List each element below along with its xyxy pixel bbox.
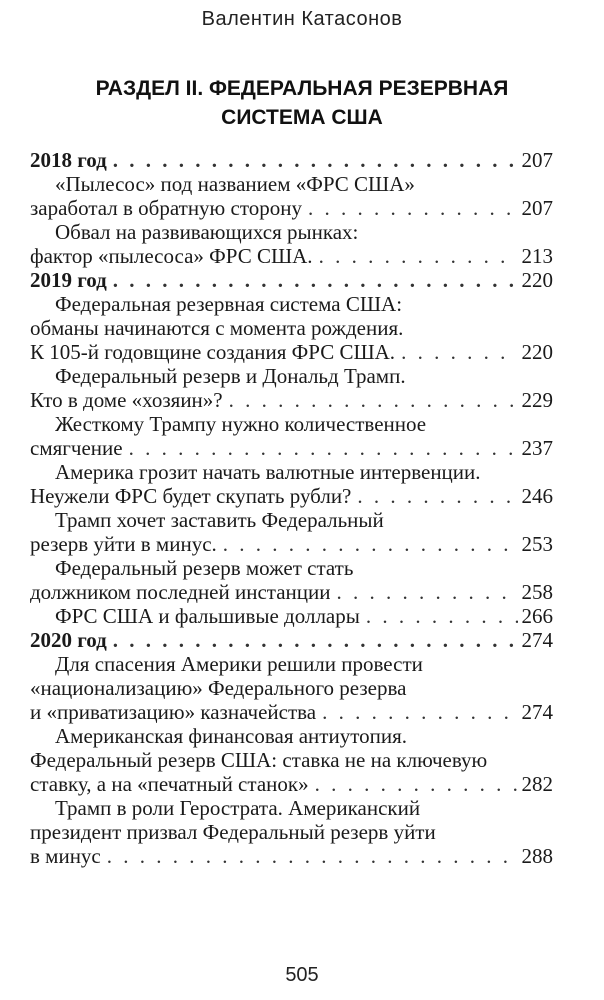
toc-entry[interactable] — [30, 172, 553, 220]
toc-entry-line: обманы начинаются с момента рождения. — [30, 316, 404, 340]
toc-entry-text: Кто в доме «хозяин»? — [30, 388, 223, 412]
toc-entry-line — [30, 388, 553, 412]
toc-entry-line — [30, 268, 553, 292]
toc-entry-line: Американская финансовая антиутопия. — [55, 724, 407, 748]
dot-leader — [113, 148, 518, 172]
dot-leader — [308, 196, 518, 220]
toc-page-number: 207 — [521, 148, 553, 172]
toc-entry-line — [30, 436, 553, 460]
toc-entry-line: Трамп хочет заставить Федеральный — [55, 508, 384, 532]
toc-entry[interactable] — [30, 508, 553, 556]
toc-entry[interactable] — [30, 292, 553, 364]
toc-year-heading[interactable] — [30, 148, 553, 172]
toc-entry-line: Федеральный резерв и Дональд Трамп. — [55, 364, 406, 388]
toc-page-number: 282 — [521, 772, 553, 796]
toc-entry-line — [30, 532, 553, 556]
toc-entry-text: резерв уйти в минус. — [30, 532, 217, 556]
toc-entry-line — [30, 484, 553, 508]
dot-leader — [229, 388, 518, 412]
toc-entry-line: Трамп в роли Герострата. Американский — [55, 796, 421, 820]
toc-entry[interactable] — [30, 460, 553, 508]
toc-entry-text: ставку, а на «печатный станок» — [30, 772, 309, 796]
toc-entry-text: ФРС США и фальшивые доллары — [55, 604, 360, 628]
toc-entry-text: Неужели ФРС будет скупать рубли? — [30, 484, 352, 508]
section-title-line-1: РАЗДЕЛ II. ФЕДЕРАЛЬНАЯ РЕЗЕРВНАЯ — [95, 77, 509, 100]
toc-entry-text: смягчение — [30, 436, 123, 460]
toc-page-number: 229 — [521, 388, 553, 412]
toc-page-number: 258 — [521, 580, 553, 604]
toc-page-number: 266 — [521, 604, 553, 628]
toc-entry-text: фактор «пылесоса» ФРС США. — [30, 244, 313, 268]
dot-leader — [107, 844, 518, 868]
toc-page-number: 246 — [521, 484, 553, 508]
toc-entry-text: заработал в обратную сторону — [30, 196, 302, 220]
toc-entry[interactable] — [30, 652, 553, 724]
dot-leader — [315, 772, 518, 796]
dot-leader — [113, 268, 518, 292]
dot-leader — [337, 580, 518, 604]
toc-entry-text: 2018 год — [30, 148, 107, 172]
section-title-line-2: СИСТЕМА США — [221, 106, 383, 129]
toc-entry-line — [30, 148, 553, 172]
toc-entry[interactable] — [30, 220, 553, 268]
toc-entry-line: Жесткому Трампу нужно количественное — [55, 412, 427, 436]
toc-entry-line — [30, 772, 553, 796]
toc-entry-line: Федеральный резерв может стать — [55, 556, 354, 580]
toc-entry-line: Америка грозит начать валютные интервенции. — [55, 460, 481, 484]
toc-entry-line: президент призвал Федеральный резерв уйти — [30, 820, 436, 844]
toc-entry-line — [30, 604, 553, 628]
toc-entry-line: Федеральная резервная система США: — [55, 292, 403, 316]
dot-leader — [319, 244, 518, 268]
toc-entry[interactable] — [30, 796, 553, 868]
toc-page-number: 274 — [521, 700, 553, 724]
running-head: Валентин Катасонов — [201, 8, 403, 30]
toc-entry[interactable] — [30, 604, 553, 628]
toc-page-number: 274 — [521, 628, 553, 652]
toc-entry[interactable] — [30, 412, 553, 460]
toc-page-number: 237 — [521, 436, 553, 460]
dot-leader — [401, 340, 517, 364]
dot-leader — [357, 484, 517, 508]
toc-entry-line — [30, 196, 553, 220]
toc-entry[interactable] — [30, 556, 553, 604]
toc-entry-line: Федеральный резерв США: ставка не на ключевую — [30, 748, 488, 772]
toc-page-number: 213 — [521, 244, 553, 268]
toc-entry-line: Обвал на развивающихся рынках: — [55, 220, 359, 244]
toc-entry-line: «национализацию» Федерального резерва — [30, 676, 407, 700]
toc-entry-line — [30, 580, 553, 604]
toc-entry[interactable] — [30, 364, 553, 412]
dot-leader — [129, 436, 518, 460]
page-number: 505 — [285, 964, 319, 986]
toc-entry-line: Для спасения Америки решили провести — [55, 652, 423, 676]
toc-entry-text: 2019 год — [30, 268, 107, 292]
toc-entry-text: и «приватизацию» казначейства — [30, 700, 317, 724]
toc-page-number: 207 — [521, 196, 553, 220]
dot-leader — [366, 604, 518, 628]
toc-entry[interactable] — [30, 724, 553, 796]
toc-page-number: 220 — [521, 268, 553, 292]
toc-entry-text: должником последней инстанции — [30, 580, 331, 604]
toc-entry-line — [30, 628, 553, 652]
toc-page-number: 220 — [521, 340, 553, 364]
toc-year-heading[interactable] — [30, 628, 553, 652]
table-of-contents — [30, 148, 553, 868]
dot-leader — [322, 700, 517, 724]
dot-leader — [223, 532, 518, 556]
toc-year-heading[interactable] — [30, 268, 553, 292]
toc-page-number: 288 — [521, 844, 553, 868]
toc-entry-text: 2020 год — [30, 628, 107, 652]
toc-entry-line — [30, 244, 553, 268]
dot-leader — [113, 628, 518, 652]
toc-entry-line — [30, 700, 553, 724]
section-title — [40, 74, 564, 132]
toc-page-number: 253 — [521, 532, 553, 556]
toc-entry-line — [30, 844, 553, 868]
toc-entry-line — [30, 340, 553, 364]
toc-entry-text: К 105-й годовщине создания ФРС США. — [30, 340, 396, 364]
toc-entry-line: «Пылесос» под названием «ФРС США» — [55, 172, 415, 196]
toc-entry-text: в минус — [30, 844, 101, 868]
